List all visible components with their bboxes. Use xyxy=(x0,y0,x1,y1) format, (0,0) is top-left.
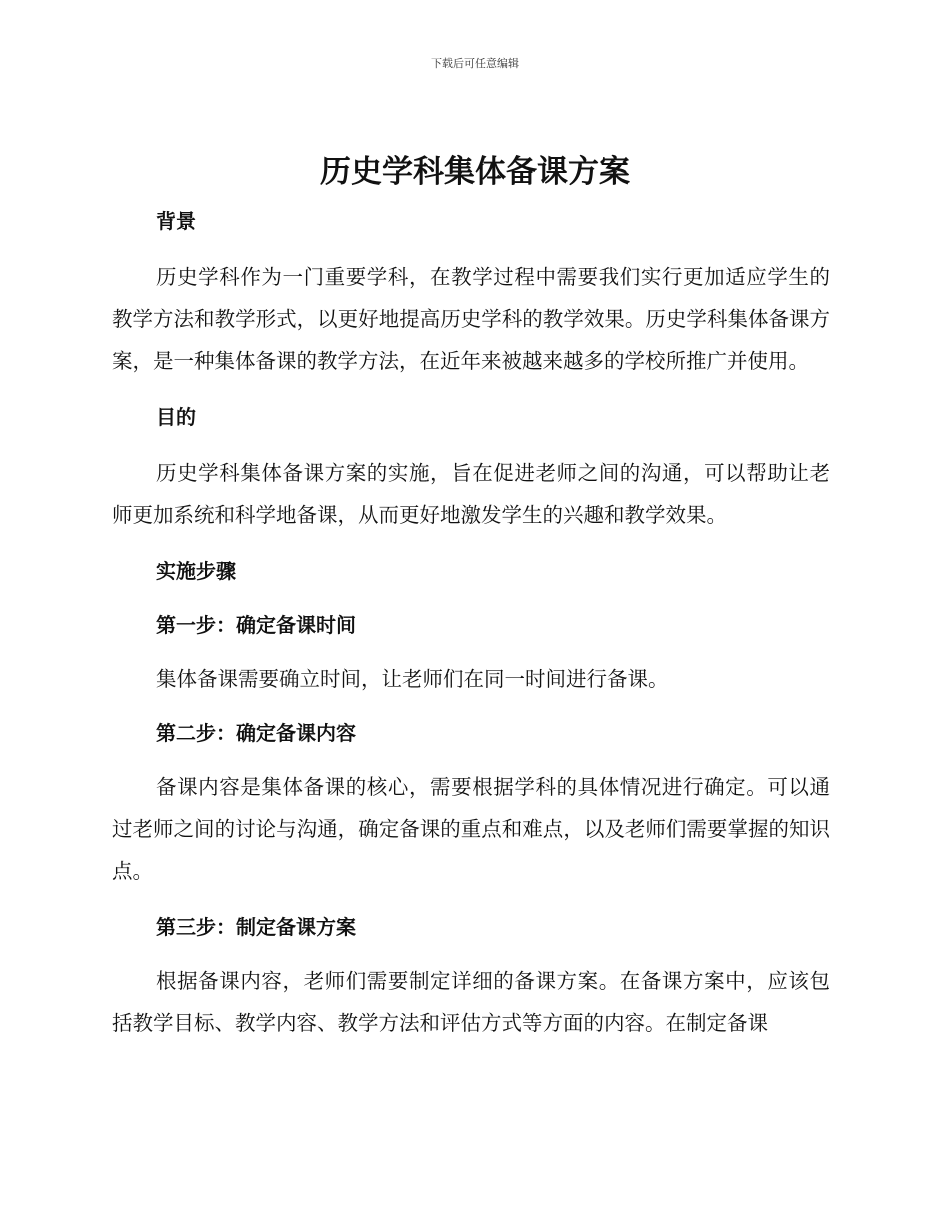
section-heading-purpose: 目的 xyxy=(156,405,196,429)
step2-heading: 第二步：确定备课内容 xyxy=(156,721,356,745)
section-heading-steps: 实施步骤 xyxy=(156,559,236,583)
paragraph-background: 历史学科作为一门重要学科，在教学过程中需要我们实行更加适应学生的教学方法和教学形式，以更好地提高历史学科的教学效果。历史学科集体备课方案，是一种集体备课的教学方法，在近年来被越来越多的学校所推广并使用。 xyxy=(112,265,830,373)
paragraph-step2: 备课内容是集体备课的核心，需要根据学科的具体情况进行确定。可以通过老师之间的讨论与沟通，确定备课的重点和难点，以及老师们需要掌握的知识点。 xyxy=(112,775,830,883)
document-body xyxy=(112,200,830,1044)
step3-heading: 第三步：制定备课方案 xyxy=(156,915,356,939)
paragraph-step3: 根据备课内容，老师们需要制定详细的备课方案。在备课方案中，应该包括教学目标、教学内容、教学方法和评估方式等方面的内容。在制定备课 xyxy=(112,969,830,1035)
document-title: 历史学科集体备课方案 xyxy=(320,154,630,190)
step1-heading: 第一步：确定备课时间 xyxy=(156,613,356,637)
page-header: 下载后可任意编辑 xyxy=(431,57,519,70)
paragraph-purpose: 历史学科集体备课方案的实施，旨在促进老师之间的沟通，可以帮助让老师更加系统和科学地备课，从而更好地激发学生的兴趣和教学效果。 xyxy=(112,461,830,527)
section-heading-background: 背景 xyxy=(156,209,196,233)
paragraph-step1: 集体备课需要确立时间，让老师们在同一时间进行备课。 xyxy=(156,667,669,691)
